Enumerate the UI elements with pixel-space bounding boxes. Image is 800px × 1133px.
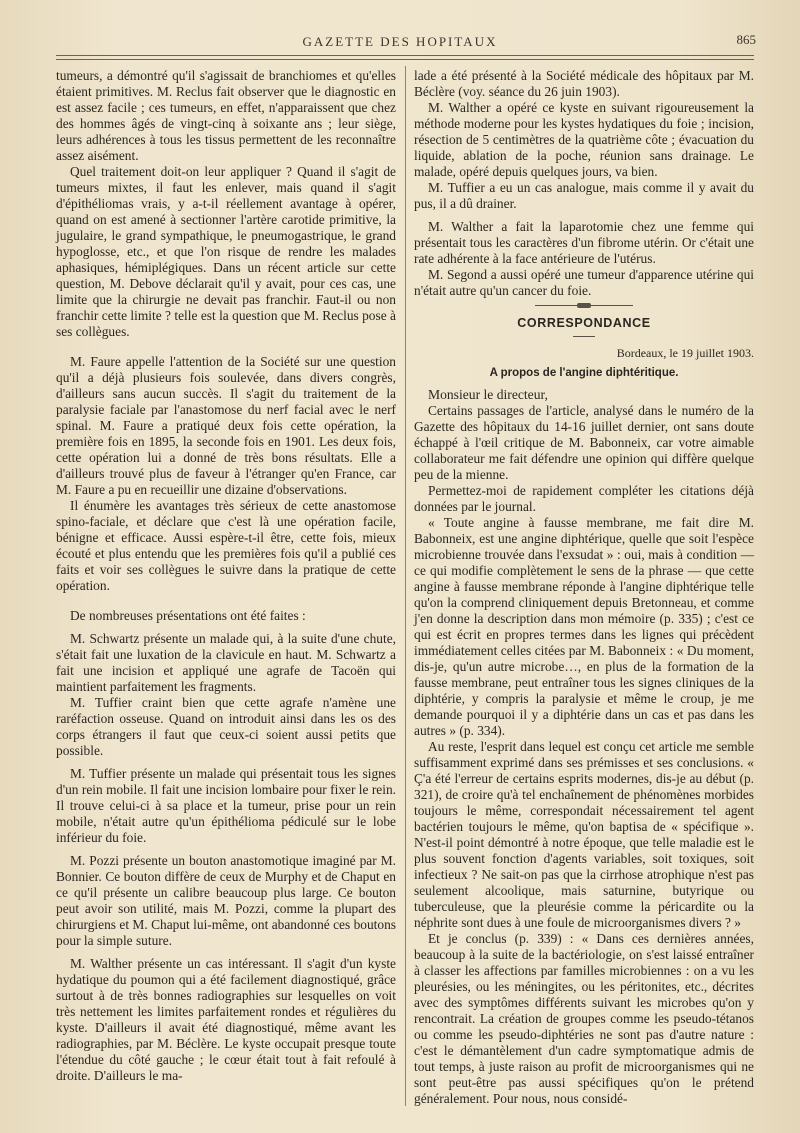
paragraph: « Toute angine à fausse membrane, me fait dire M. Babonneix, est une angine diphtérique, quelle que soit l'espèce microbienne trouvée dans l'exsudat » : oui, mais à condition — ce qui modifie complètement le sens de la phrase — que cette angine à fausse membrane réponde à l'angine diphtérique telle qu'on la comprend cliniquement depuis Bretonneau, et comme j'en donne la description dans mon mémoire (p. 335) ; c'est ce qui est écrit en propres termes dans les lignes qui précèdent immédiatement celles citées par M. Babonneix : « Du moment, dis-je, qu'un autre microbe…, en plus de la formation de la fausse membrane, peut entraîner tous les signes cliniques de la diphtérie, y compris la paralysie et même le croup, je me demande pourquoi il y a diphtérie dans un cas et pas dans les autres » (p. 334).: [414, 515, 754, 738]
paragraph: M. Tuffier craint bien que cette agrafe n'amène une raréfaction osseuse. Quand on introduit ainsi dans les os des corps étrangers il faut que ceux-ci soient aussi petits que possible.: [56, 695, 396, 758]
paragraph: De nombreuses présentations ont été faites :: [70, 608, 306, 623]
paragraph: Et je conclus (p. 339) : « Dans ces dernières années, beaucoup à la suite de la bactériologie, on s'est laissé entraîner à classer les affections par familles microbiennes : on a vu les pleurésies, ou les méningites, ou les péritonites, etc., décrites avec des symptômes différents suivant les microbes qu'on y rencontrait. La création de groupes comme les pseudo-tétanos ou comme les pseudo-diphtéries ne sont pas d'autre nature : c'est le démantèlement d'un cadre symptomatique admis de tout temps, à juste raison au profit de microorganismes qui ne sont peut-être pas aussi spécifiques qu'on le prétend généralement. Pour nous, nous considé-: [414, 931, 754, 1106]
paragraph: Certains passages de l'article, analysé dans le numéro de la Gazette des hôpitaux du 14-16 juillet dernier, ont sans doute échappé à l'œil critique de M. Babonneix, car votre aimable collaborateur me fait défendre une opinion qui diffère quelque peu de la mienne.: [414, 403, 754, 482]
paragraph: M. Walther a fait la laparotomie chez une femme qui présentait tous les caractères d'un fibrome utérin. Or c'était une rate adhérente à la face antérieure de l'utérus.: [414, 219, 754, 266]
journal-title: GAZETTE DES HOPITAUX: [302, 34, 498, 49]
left-column: [56, 68, 396, 1084]
section-underline: [573, 336, 595, 337]
paragraph: Au reste, l'esprit dans lequel est conçu cet article me semble suffisamment exprimé dans ses prémisses et ses conclusions. « Ç'a été l'erreur de certains esprits modernes, dis-je au début (p. 321), de croire qu'à tel enchaînement de phénomènes morbides toujours le même, correspondait nécessairement tel agent bactérien toujours le même, qu'on baptisa de « spécifique ». N'est-il point démontré à notre époque, que telle maladie est le plus souvent fonction d'agents variables, soit toxiques, soit infectieux ? Ne sait-on pas que la cirrhose atrophique n'est pas seulement alcoolique, mais saturnine, butyrique ou tuberculeuse, que la pleurésie comme la péricardite ou la néphrite sont dues à une foule de microorganismes divers ? »: [414, 739, 754, 930]
paragraph: M. Tuffier présente un malade qui présentait tous les signes d'un rein mobile. Il fait une incision lombaire pour fixer le rein. Il trouve celui-ci à sa place et la tumeur, prise pour un rein mobile, n'était autre qu'un épithélioma pédiculé sur le lobe inférieur du foie.: [56, 766, 396, 845]
right-column: [414, 68, 754, 1107]
salutation: Monsieur le directeur,: [428, 387, 548, 402]
paragraph: Permettez-moi de rapidement compléter les citations déjà données par le journal.: [414, 483, 754, 514]
paragraph: Quel traitement doit-on leur appliquer ? Quand il s'agit de tumeurs mixtes, il faut les enlever, mais quand il s'agit d'épithéliomas vrais, y a-t-il réellement avantage à opérer, quand on est amené à sectionner l'artère carotide primitive, la jugulaire, le grand sympathique, le pneumogastrique, le grand hypoglosse, etc., et que l'on risque de rendre les malades aphasiques, hémiplégiques. Dans un récent article sur cette question, M. Debove déclarait qu'il y avait, pour ces cas, une limite que la chirurgie ne devait pas franchir. Faut-il ou non franchir cette limite ? telle est la question que M. Reclus pose à ses collègues.: [56, 164, 396, 339]
paragraph: M. Walther présente un cas intéressant. Il s'agit d'un kyste hydatique du poumon qui a été facilement diagnostiqué, grâce surtout à de très bonnes radiographies sur lesquelles on voit très nettement les limites parfaitement rondes et régulières du kyste. D'ailleurs il avait été diagnostiqué, même avant les radiographies, par M. Béclère. Le kyste occupait presque toute l'étendue du côté gauche ; le cœur était tout à fait refoulé à droite. D'ailleurs le ma-: [56, 956, 396, 1083]
paragraph: M. Tuffier a eu un cas analogue, mais comme il y avait du pus, il a dû drainer.: [414, 180, 754, 211]
letter-subject: A propos de l'angine diphtéritique.: [489, 367, 679, 379]
section-ornament: [535, 305, 633, 306]
paragraph: tumeurs, a démontré qu'il s'agissait de branchiomes et qu'elles étaient primitives. M. Reclus fait observer que le diagnostic en est assez facile ; ces tumeurs, en effet, n'apparaissent que chez des hommes âgés de vingt-cinq à soixante ans ; leur siège, leurs adhérences à tous les tissus permettent de les reconnaître assez aisément.: [56, 68, 396, 163]
paragraph: M. Walther a opéré ce kyste en suivant rigoureusement la méthode moderne pour les kystes hydatiques du foie ; incision, résection de 5 centimètres de la quatrième côte ; évacuation du liquide, ablation de la poche, réunion sans drainage. Le malade, opéré depuis quelques jours, va bien.: [414, 100, 754, 179]
paragraph: Il énumère les avantages très sérieux de cette anastomose spino-faciale, et déclare que c'est là une opération facile, bénigne et efficace. Aussi espère-t-il être, cette fois, mieux écouté et plus entendu que les premières fois qu'il a publié ces faits et voir ses collègues le suivre dans la pratique de cette opération.: [56, 498, 396, 593]
paragraph: M. Schwartz présente un malade qui, à la suite d'une chute, s'était fait une luxation de la clavicule en haut. M. Schwartz a fait une incision et appliqué une agrafe de Tacoën qui maintient parfaitement les fragments.: [56, 631, 396, 694]
column-divider: [405, 66, 406, 1106]
paragraph: M. Faure appelle l'attention de la Société sur une question qu'il a déjà plusieurs fois soulevée, dans divers congrès, d'ailleurs sans aucun succès. Il s'agit du traitement de la paralysie faciale par l'anastomose du nerf facial avec le nerf spinal. M. Faure a pratiqué deux fois cette opération, la première fois en 1895, la seconde fois en 1901. Les deux fois, cette opération lui a donné de très bons résultats. Elle a d'ailleurs trouvé plus de faveur à l'étranger qu'en France, car M. Faure a pu en recueillir une dizaine d'observations.: [56, 354, 396, 497]
paragraph: M. Pozzi présente un bouton anastomotique imaginé par M. Bonnier. Ce bouton diffère de ceux de Murphy et de Chaput en ce qu'il présente un calibre beaucoup plus large. Ce bouton peut avoir son utilité, mais M. Pozzi, comme la plupart des chirurgiens et M. Chaput lui-même, ont abandonné ces boutons pour la simple suture.: [56, 853, 396, 948]
header-rule: [56, 59, 754, 60]
paragraph: lade a été présenté à la Société médicale des hôpitaux par M. Béclère (voy. séance du 26 juin 1903).: [414, 68, 754, 99]
running-head: [0, 32, 800, 52]
page-number: 865: [736, 32, 756, 47]
header-rule: [56, 55, 754, 56]
dateline: Bordeaux, le 19 juillet 1903.: [616, 346, 754, 360]
paragraph: M. Segond a aussi opéré une tumeur d'apparence utérine qui n'était autre qu'un cancer du foie.: [414, 267, 754, 298]
section-title: CORRESPONDANCE: [517, 316, 651, 330]
